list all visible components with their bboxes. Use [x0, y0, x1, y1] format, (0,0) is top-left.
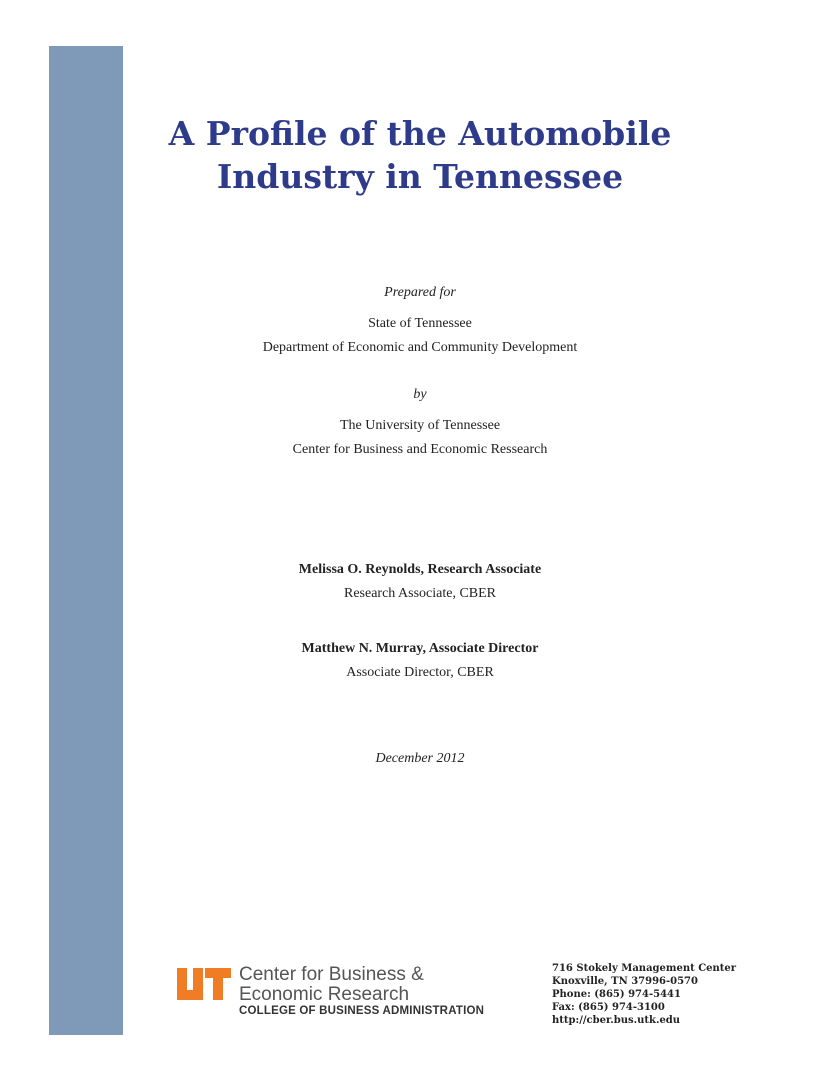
author-org-line-1: The University of Tennessee [339, 418, 501, 433]
author-role-1: Research Associate, CBER [343, 586, 497, 601]
author-name-2: Matthew N. Murray, Associate Director [301, 641, 539, 656]
title-line-2: Industry in Tennessee [216, 157, 624, 196]
website-line: http://cber.bus.utk.edu [552, 1015, 681, 1026]
logo-line-1: Center for Business & [239, 964, 424, 985]
report-title [140, 112, 700, 198]
recipient-line-1: State of Tennessee [368, 316, 472, 331]
report-date: December 2012 [375, 751, 465, 766]
title-line-1: A Profile of the Automobile [168, 114, 672, 153]
fax-line: Fax: (865) 974-3100 [552, 1002, 665, 1013]
author-role-2: Associate Director, CBER [346, 665, 494, 680]
by-label: by [413, 387, 427, 402]
contact-address [552, 962, 752, 1027]
ut-logo-icon [177, 968, 231, 1000]
author-name-1: Melissa O. Reynolds, Research Associate [298, 562, 542, 577]
decorative-sidebar [49, 46, 123, 1035]
logo-line-3: COLLEGE OF BUSINESS ADMINISTRATION [239, 1005, 485, 1017]
recipient-line-2: Department of Economic and Community Development [262, 340, 578, 355]
prepared-for-label: Prepared for [384, 285, 456, 300]
cber-logo [177, 966, 517, 1022]
address-line: Knoxville, TN 37996-0570 [552, 976, 698, 987]
author-org-line-2: Center for Business and Economic Ressearch [292, 442, 548, 457]
phone-line: Phone: (865) 974-5441 [552, 989, 681, 1000]
address-line: 716 Stokely Management Center [552, 963, 737, 974]
logo-line-2: Economic Research [239, 984, 410, 1005]
